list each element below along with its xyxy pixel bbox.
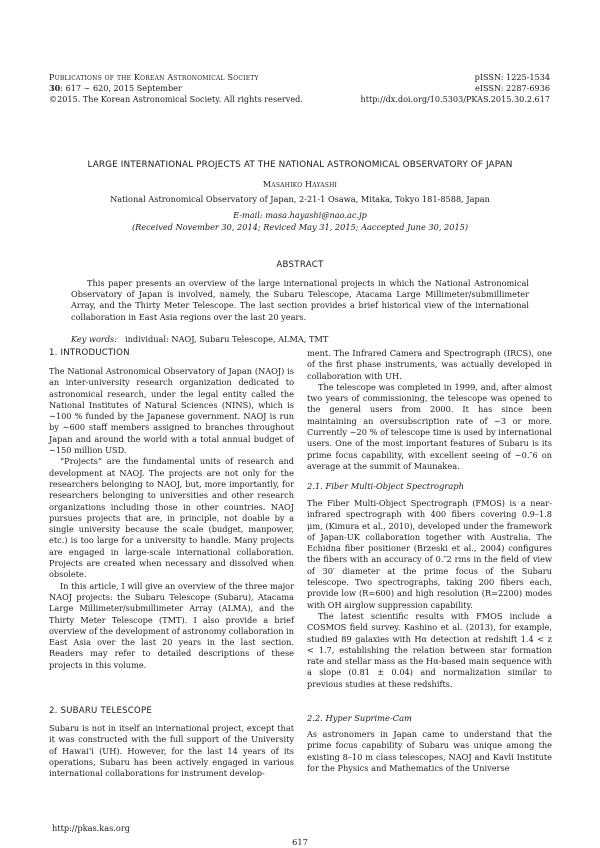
subsection-heading-hsc: 2.2. Hyper Suprime-Cam — [307, 713, 412, 723]
right-column-body-3 — [307, 729, 552, 774]
paragraph: ment. The Infrared Camera and Spectrograph (IRCS), one of the first phase instruments, was actually developed in collaboration with UH. — [307, 348, 552, 381]
pissn: pISSN: 1225-1534 — [474, 72, 550, 82]
right-column-body — [307, 348, 552, 472]
eissn: eISSN: 2287-6936 — [475, 83, 550, 93]
right-column-body-2 — [307, 498, 552, 690]
footer-url[interactable]: http://pkas.kas.org — [52, 823, 130, 833]
abstract-text: This paper presents an overview of the large international projects in which the National Astronomical Observatory of Japan is involved, namely, the Subaru Telescope, Atacama Large Millimeter/submillimeter Array, and the Thirty Meter Telescope. The last section provides a brief historical view of the international collaboration in East Asia regions over the last 20 years. — [71, 278, 529, 322]
paragraph: The telescope was completed in 1999, and, after almost two years of commissioning, the telescope was opened to the general users from 2000. It has since been maintaining an oversubscription rate of ∼3 or more. Currently ∼20 % of telescope time is used by international users. One of the most important features of Subaru is its prime focus capability, with excellent seeing of ∼0.″6 on average at the summit of Maunakea. — [307, 381, 552, 471]
left-column-body-2 — [49, 723, 294, 779]
paper-title: LARGE INTERNATIONAL PROJECTS AT THE NATIONAL ASTRONOMICAL OBSERVATORY OF JAPAN — [87, 160, 513, 170]
subsection-heading-fmos: 2.1. Fiber Multi-Object Spectrograph — [307, 481, 464, 491]
paragraph: “Projects” are the fundamental units of research and development at NAOJ. The projects are not only for the researchers belonging to NAOJ, but, more importantly, for researchers belonging to universities and other research organizations including those in other countries. NAOJ pursues projects that are, in principle, not doable by a single university because the scale (budget, manpower, etc.) is too large for a university to handle. Many projects are engaged in large-scale international collaboration. Projects are created when necessary and dissolved when obsolete. — [49, 456, 294, 580]
keywords-line — [71, 334, 328, 344]
section-heading-introduction: 1. INTRODUCTION — [49, 348, 130, 358]
paragraph: In this article, I will give an overview of the three major NAOJ projects: the Subaru Telescope (Subaru), Atacama Large Millimeter/submillimeter Array (ALMA), and the Thirty Meter Telescope (TMT). I also provide a brief overview of the development of astronomy collaboration in East Asia over the last 20 years in the last section. Readers may refer to detailed descriptions of these projects in this volume. — [49, 580, 294, 670]
abstract-heading: ABSTRACT — [276, 260, 324, 270]
volume-line — [49, 83, 303, 94]
received-dates: (Received November 30, 2014; Reviced May 31, 2015; Aaccepted June 30, 2015) — [131, 222, 469, 232]
page-number: 617 — [292, 837, 308, 847]
running-header-right — [360, 72, 550, 105]
journal-name: Publications of the Korean Astronomical Society — [49, 72, 259, 82]
volume-number: 30 — [49, 83, 61, 93]
paper-author: Masahiko Hayashi — [262, 180, 338, 189]
left-column-body — [49, 366, 294, 671]
author-email[interactable]: E-mail: masa.hayashi@nao.ac.jp — [233, 210, 367, 220]
keywords-label: Key words: — [71, 334, 118, 344]
paragraph: As astronomers in Japan came to understand that the prime focus capability of Subaru was unique among the existing 8–10 m class telescopes, NAOJ and Kavli Institute for the Physics and Mathematics of the Universe — [307, 729, 552, 773]
copyright-line: ©2015. The Korean Astronomical Society. All rights reserved. — [49, 94, 303, 104]
paragraph: The National Astronomical Observatory of Japan (NAOJ) is an inter-university research organization dedicated to astronomical research, under the legal entity called the National Institutes of Natural Sciences (NINS), which is ∼100 % funded by the Japanese government. NAOJ is run by ∼600 staff members assigned to branches throughout Japan and around the world with a total annual budget of ∼150 million USD. — [49, 366, 294, 456]
section-heading-subaru: 2. SUBARU TELESCOPE — [49, 706, 152, 716]
paragraph: The Fiber Multi-Object Spectrograph (FMOS) is a near-infrared spectrograph with 400 fibers covering 0.9–1.8 μm, (Kimura et al., 2010), developed under the framework of Japan-UK collaboration together with Australia. The Echidna fiber positioner (Brzeski et al., 2004) configures the fibers with an accuracy of 0.″2 rms in the field of view of 30′ diameter at the prime focus of the Subaru telescope. Two spectrographs, taking 200 fibers each, provide low (R=600) and high resolution (R=2200) modes with OH airglow suppression capability. — [307, 498, 552, 610]
author-affiliation: National Astronomical Observatory of Japan, 2-21-1 Osawa, Mitaka, Tokyo 181-8588, Japan — [110, 194, 490, 204]
paragraph: Subaru is not in itself an international project, except that it was constructed with the full support of the University of Hawai‘i (UH). However, for the last 14 years of its operations, Subaru has been actively engaged in various international collaborations for instrument develop- — [49, 723, 294, 779]
running-header-left — [49, 72, 303, 105]
doi-link[interactable]: http://dx.doi.org/10.5303/PKAS.2015.30.2.617 — [360, 94, 550, 104]
paragraph: The latest scientific results with FMOS include a COSMOS field survey. Kashino et al. (2013), for example, studied 89 galaxies with Hα detection at redshift 1.4 < z < 1.7, establishing the relation between star formation rate and stellar mass as the Hα-based main sequence with a slope (0.81 ± 0.04) and normalization similar to previous studies at these redshifts. — [307, 610, 552, 689]
page-range: : 617 ∼ 620, 2015 September — [60, 83, 182, 93]
keywords-value: individual: NAOJ, Subaru Telescope, ALMA, TMT — [125, 334, 329, 344]
